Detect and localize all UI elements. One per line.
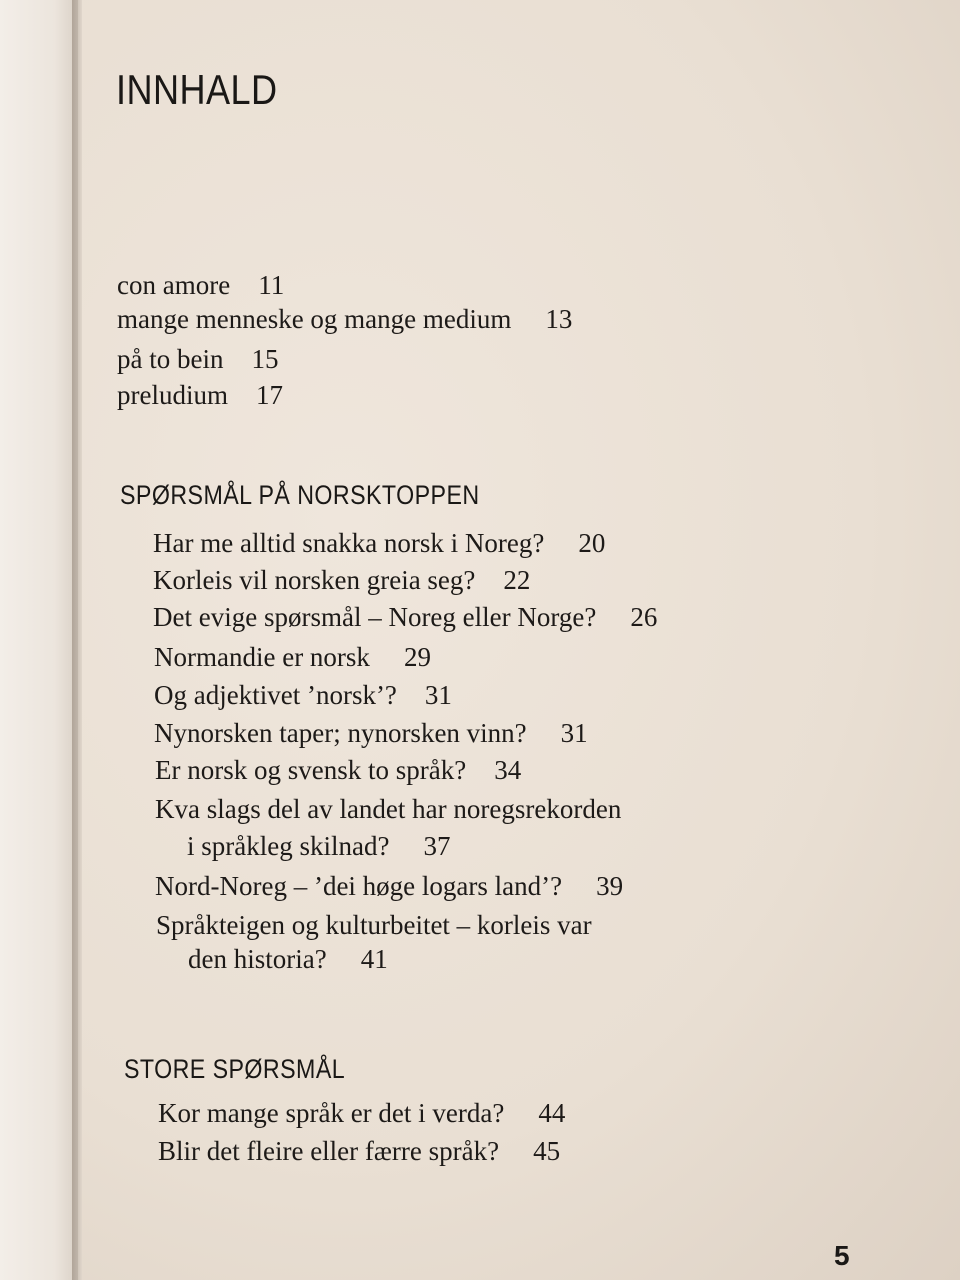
toc-entry-title: i språkleg skilnad?: [187, 831, 390, 861]
toc-page-number: 39: [596, 871, 624, 901]
toc-entry-title: Nord-Noreg – ’dei høge logars land’?: [155, 871, 563, 901]
section-heading: SPØRSMÅL PÅ NORSKTOPPEN: [120, 480, 480, 510]
toc-entry: [117, 268, 284, 302]
toc-entry: [153, 600, 657, 634]
toc-entry: [153, 563, 530, 597]
toc-entry: [158, 1134, 560, 1168]
toc-entry-title: den historia?: [188, 944, 327, 974]
toc-entry: [154, 678, 452, 712]
toc-entry: [155, 869, 623, 903]
toc-entry-title: Språkteigen og kulturbeitet – korleis var: [156, 910, 592, 940]
toc-entry: [117, 302, 572, 336]
toc-page-number: 34: [494, 755, 522, 785]
toc-entry: [117, 342, 278, 376]
toc-page-number: 44: [538, 1098, 566, 1128]
toc-entry: [155, 753, 521, 787]
toc-entry-title: preludium: [117, 380, 228, 410]
toc-page-number: 29: [403, 642, 431, 672]
toc-entry-title: på to bein: [117, 344, 224, 374]
toc-page-number: 13: [545, 304, 573, 334]
toc-entry-title: con amore: [117, 270, 231, 300]
toc-entry-title: Er norsk og svensk to språk?: [155, 755, 467, 785]
page-title: INNHALD: [116, 66, 278, 113]
toc-entry: [155, 792, 621, 826]
toc-page-number: 41: [360, 944, 388, 974]
toc-entry: [153, 526, 605, 560]
toc-entry-title: Og adjektivet ’norsk’?: [154, 680, 397, 710]
toc-page-number: 22: [503, 565, 531, 595]
toc-entry-continuation: [187, 829, 450, 863]
toc-entry-continuation: [188, 942, 388, 976]
toc-page-number: 37: [423, 831, 451, 861]
toc-entry-title: Kor mange språk er det i verda?: [158, 1098, 505, 1128]
toc-page-number: 17: [255, 380, 283, 410]
toc-page-number: 31: [560, 718, 588, 748]
toc-entry-title: Blir det fleire eller færre språk?: [158, 1136, 500, 1166]
toc-entry-title: Korleis vil norsken greia seg?: [153, 565, 476, 595]
toc-entry-title: Nynorsken taper; nynorsken vinn?: [154, 718, 527, 748]
toc-entry: [156, 908, 592, 942]
toc-page-number: 26: [630, 602, 658, 632]
toc-entry-title: Har me alltid snakka norsk i Noreg?: [153, 528, 545, 558]
section-heading: STORE SPØRSMÅL: [124, 1054, 346, 1084]
page-number: 5: [834, 1240, 850, 1271]
toc-page-number: 20: [578, 528, 606, 558]
toc-entry: [117, 378, 283, 412]
toc-entry: [158, 1096, 565, 1130]
facing-page: [0, 0, 78, 1280]
toc-entry: [154, 716, 588, 750]
toc-page-number: 11: [258, 270, 285, 300]
toc-page-number: 31: [424, 680, 452, 710]
toc-entry: [154, 640, 431, 674]
toc-page-number: 45: [533, 1136, 561, 1166]
toc-entry-title: mange menneske og mange medium: [117, 304, 512, 334]
toc-entry-title: Normandie er norsk: [154, 642, 370, 672]
toc-entry-title: Det evige spørsmål – Noreg eller Norge?: [153, 602, 597, 632]
toc-entry-title: Kva slags del av landet har noregsrekorden: [155, 794, 622, 824]
toc-page-number: 15: [251, 344, 279, 374]
